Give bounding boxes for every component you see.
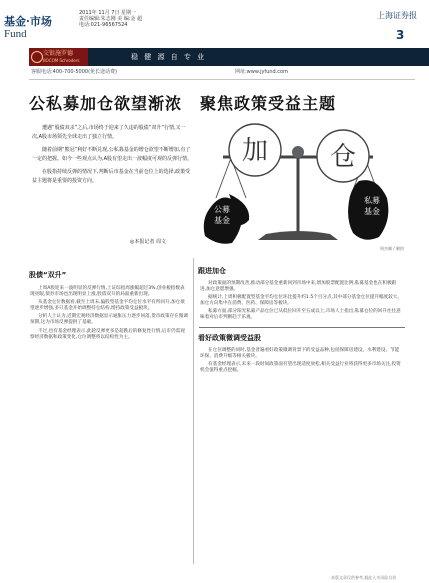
article-body: [30, 286, 188, 343]
editor-line: 责任编辑:朱志刚 美 编:金 超: [79, 16, 143, 22]
advertiser-logo-block: [29, 48, 88, 66]
main-headline: 公私募加仓欲望渐浓 聚焦政策受益主题: [29, 94, 337, 113]
page-footer: 本版文章仅供参考,据此入市风险自担: [331, 575, 397, 580]
header-info: [79, 10, 142, 28]
body-paragraph: 据统计,上周积极配置型基金平均仓位环比提升约1.5个百分点,其中部分基金仓位提升幅度较大,加仓方向集中在消费、医药、保障房等板块。: [200, 295, 399, 307]
right-character: [348, 180, 388, 240]
page-header: [0, 0, 429, 48]
lead-paragraph: 在股指持续反弹的情况下,判断后市基金在当前仓位上的选择,政策受益主题将是重要的投资方向。: [32, 169, 191, 184]
issue-date: 2011年 11月 7日 星期一: [79, 10, 137, 16]
advertiser-name: 交银施罗德 BOCOM Schroders: [43, 50, 80, 63]
body-paragraph: 从基金仓位数据看,截至上周末,偏股型基金平均仓位水平有所回升,加仓欲望逐步增强,多只基金开始调整持仓结构,增持政策受益板块。: [30, 300, 185, 312]
body-paragraph: 在仓位调整的同时,基金普遍看好政策微调背景下的受益品种,包括保障房建设、水利建设、节能环保、消费升级等相关板块。: [200, 348, 400, 360]
lead-paragraph: 遭遇“股债双杀”之后,市场终于迎来了久违的股债“双升”行情,又一次,A股市场领先全球走出了独立行情。: [32, 125, 186, 140]
article-lead: [32, 124, 192, 190]
author-byline: ◎本报记者 周文: [130, 239, 166, 245]
page-number: 3: [396, 28, 405, 42]
body-paragraph: 上周A股迎来一波明显的反弹行情,上证综指周涨幅超过3%,创业板指数表现亮眼,债券市场也出现明显上涨,股债双升的局面重新出现。: [30, 286, 185, 298]
article-title: 看好政策微调受益股: [198, 334, 261, 342]
article-title: 股债“双升”: [29, 271, 67, 279]
phone-line: 电话:021-96567524: [79, 22, 128, 28]
section-title: 基金·市场: [4, 15, 52, 28]
body-paragraph: 对政策面的预期改善,推动部分基金重新回到市场中来,增加股票配置比例,私募基金也在积极跟进,加仓意愿增强。: [200, 281, 397, 293]
article-title: 跟进加仓: [198, 267, 226, 275]
newspaper-brand: 上海证券报: [377, 11, 417, 20]
lead-paragraph: 随着前期“熊冠”利好不断兑现,公私募基金的增仓欲望不断增加,有了一定的把握。如今一些观点认为,A股有望走出一波幅度可观的反弹行情。: [32, 147, 193, 162]
svg-text:基金: 基金: [214, 216, 230, 225]
illustration-caption: 周杰制 / 制图: [380, 246, 404, 251]
header-divider: [29, 79, 415, 80]
column-divider: [193, 258, 194, 564]
advertiser-logo-icon: [31, 51, 43, 63]
bubble-word-hold: 仓: [329, 142, 357, 172]
section-subtitle: Fund: [4, 28, 27, 40]
advertisement-banner[interactable]: [29, 48, 429, 75]
article-body: [200, 348, 401, 376]
svg-text:基金: 基金: [364, 207, 380, 216]
section-divider: [199, 327, 405, 328]
right-label: 私募: [364, 196, 380, 205]
left-label: 公募: [214, 205, 230, 214]
article-body: [200, 281, 401, 324]
left-character: [204, 194, 249, 244]
advertisement-tagline: 稳 健 源 自 专 业: [131, 53, 207, 61]
body-paragraph: 有基金经理表示,未来一段时间政策面有望出现适度放松,相关受益行业将获得更多市场关注,投资机会值得重点挖掘。: [200, 362, 401, 374]
body-paragraph: 不过,也有基金经理表示,此轮反弹更多是超跌后的修复性行情,后市仍需观察经济数据和政策变化,仓位调整将以结构性为主。: [30, 328, 185, 340]
body-paragraph: 分析人士认为,近期宏观经济数据显示通胀压力逐步回落,货币政策存在微调预期,这为市场反弹提供了基础。: [30, 314, 188, 326]
advertisement-service-line: 客服电话:400-700-5000(免长途话费): [31, 69, 118, 75]
bubble-word-add: 加: [241, 136, 269, 166]
scale-illustration: [193, 120, 403, 258]
advertisement-url[interactable]: 网址:www.jyfund.com: [235, 69, 288, 75]
body-paragraph: 私募方面,部分阳光私募产品仓位已从低位回升至五成以上,市场人士指出,私募仓位的回升往往意味着对后市判断趋于乐观。: [200, 309, 401, 321]
